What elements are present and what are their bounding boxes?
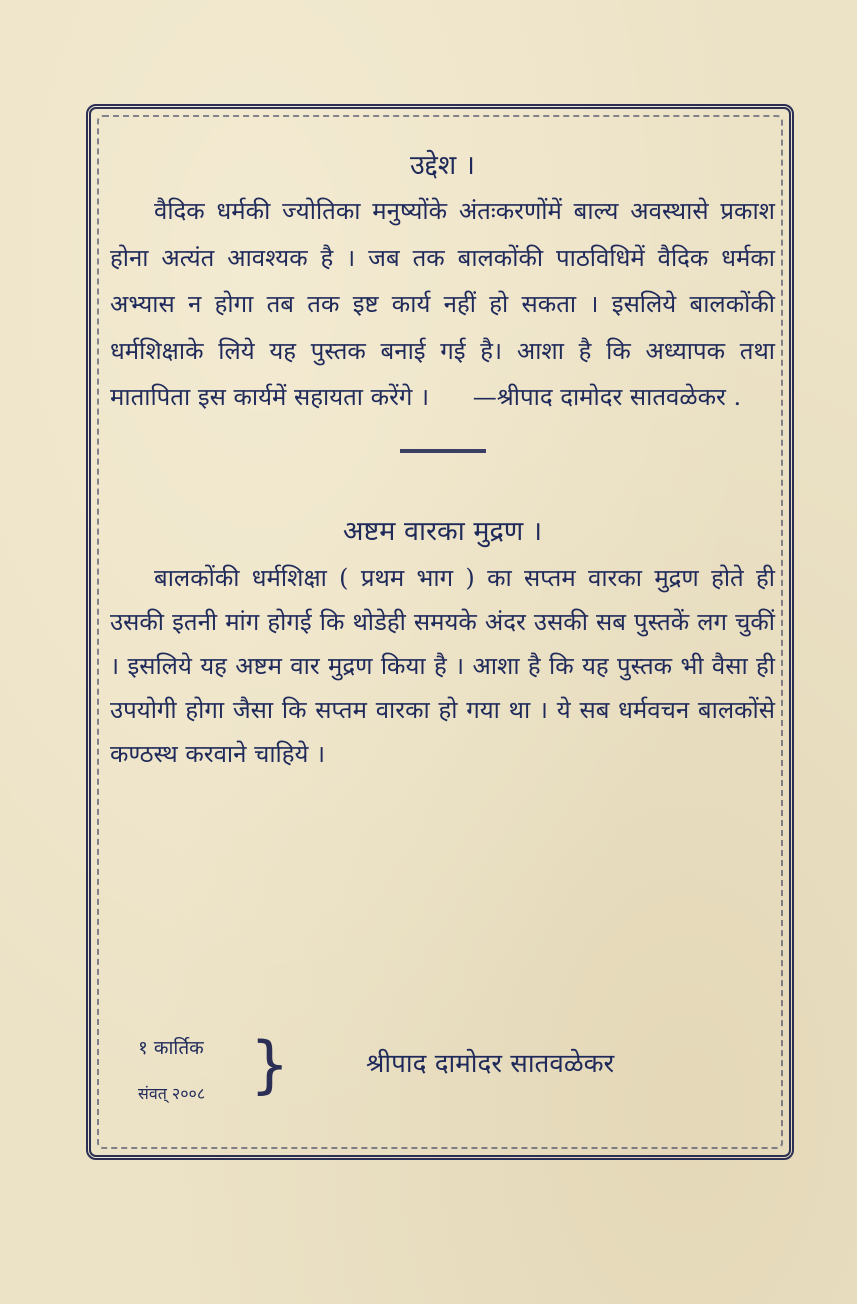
brace-symbol: } [250,1028,290,1101]
purpose-paragraph [110,188,775,421]
divider-rule [400,449,486,453]
eighth-printing-paragraph: बालकोंकी धर्मशिक्षा ( प्रथम भाग ) का सप्तम वारका मुद्रण होते ही उसकी इतनी मांग होगई कि थोडेही समयके अंदर उसकी सब पुस्तकें लग चुकीं । इसलिये यह अष्टम वार मुद्रण किया है । आशा है कि यह पुस्तक भी वैसा ही उपयोगी होगा जैसा कि सप्तम वारका हो गया था । ये सब धर्मवचन बालकोंसे कण्ठस्थ करवाने चाहिये । [110,563,775,768]
purpose-body: वैदिक धर्मकी ज्योतिका मनुष्योंके अंतःकरणोंमें बाल्य अवस्थासे प्रकाश होना अत्यंत आवश्यक है । जब तक बालकोंकी पाठविधिमें वैदिक धर्मका अभ्यास न होगा तब तक इष्ट कार्य नहीं हो सकता । इसलिये बालकोंकी धर्मशिक्षाके लिये यह पुस्तक बनाई गई है। आशा है कि अध्यापक तथा मातापिता इस कार्यमें सहायता करेंगे । [110,197,775,411]
author-signature: श्रीपाद दामोदर सातवळेकर [366,1049,615,1079]
section-title-purpose: उद्देश । [409,150,476,181]
purpose-signature: —श्रीपाद दामोदर सातवळेकर . [472,383,742,411]
section-title-eighth-printing: अष्टम वारका मुद्रण । [342,515,543,547]
content-area [110,135,775,776]
footer-signature-block [128,1026,748,1106]
date-month: १ कार्तिक [138,1037,204,1059]
date-samvat: संवत् २००८ [138,1084,206,1103]
